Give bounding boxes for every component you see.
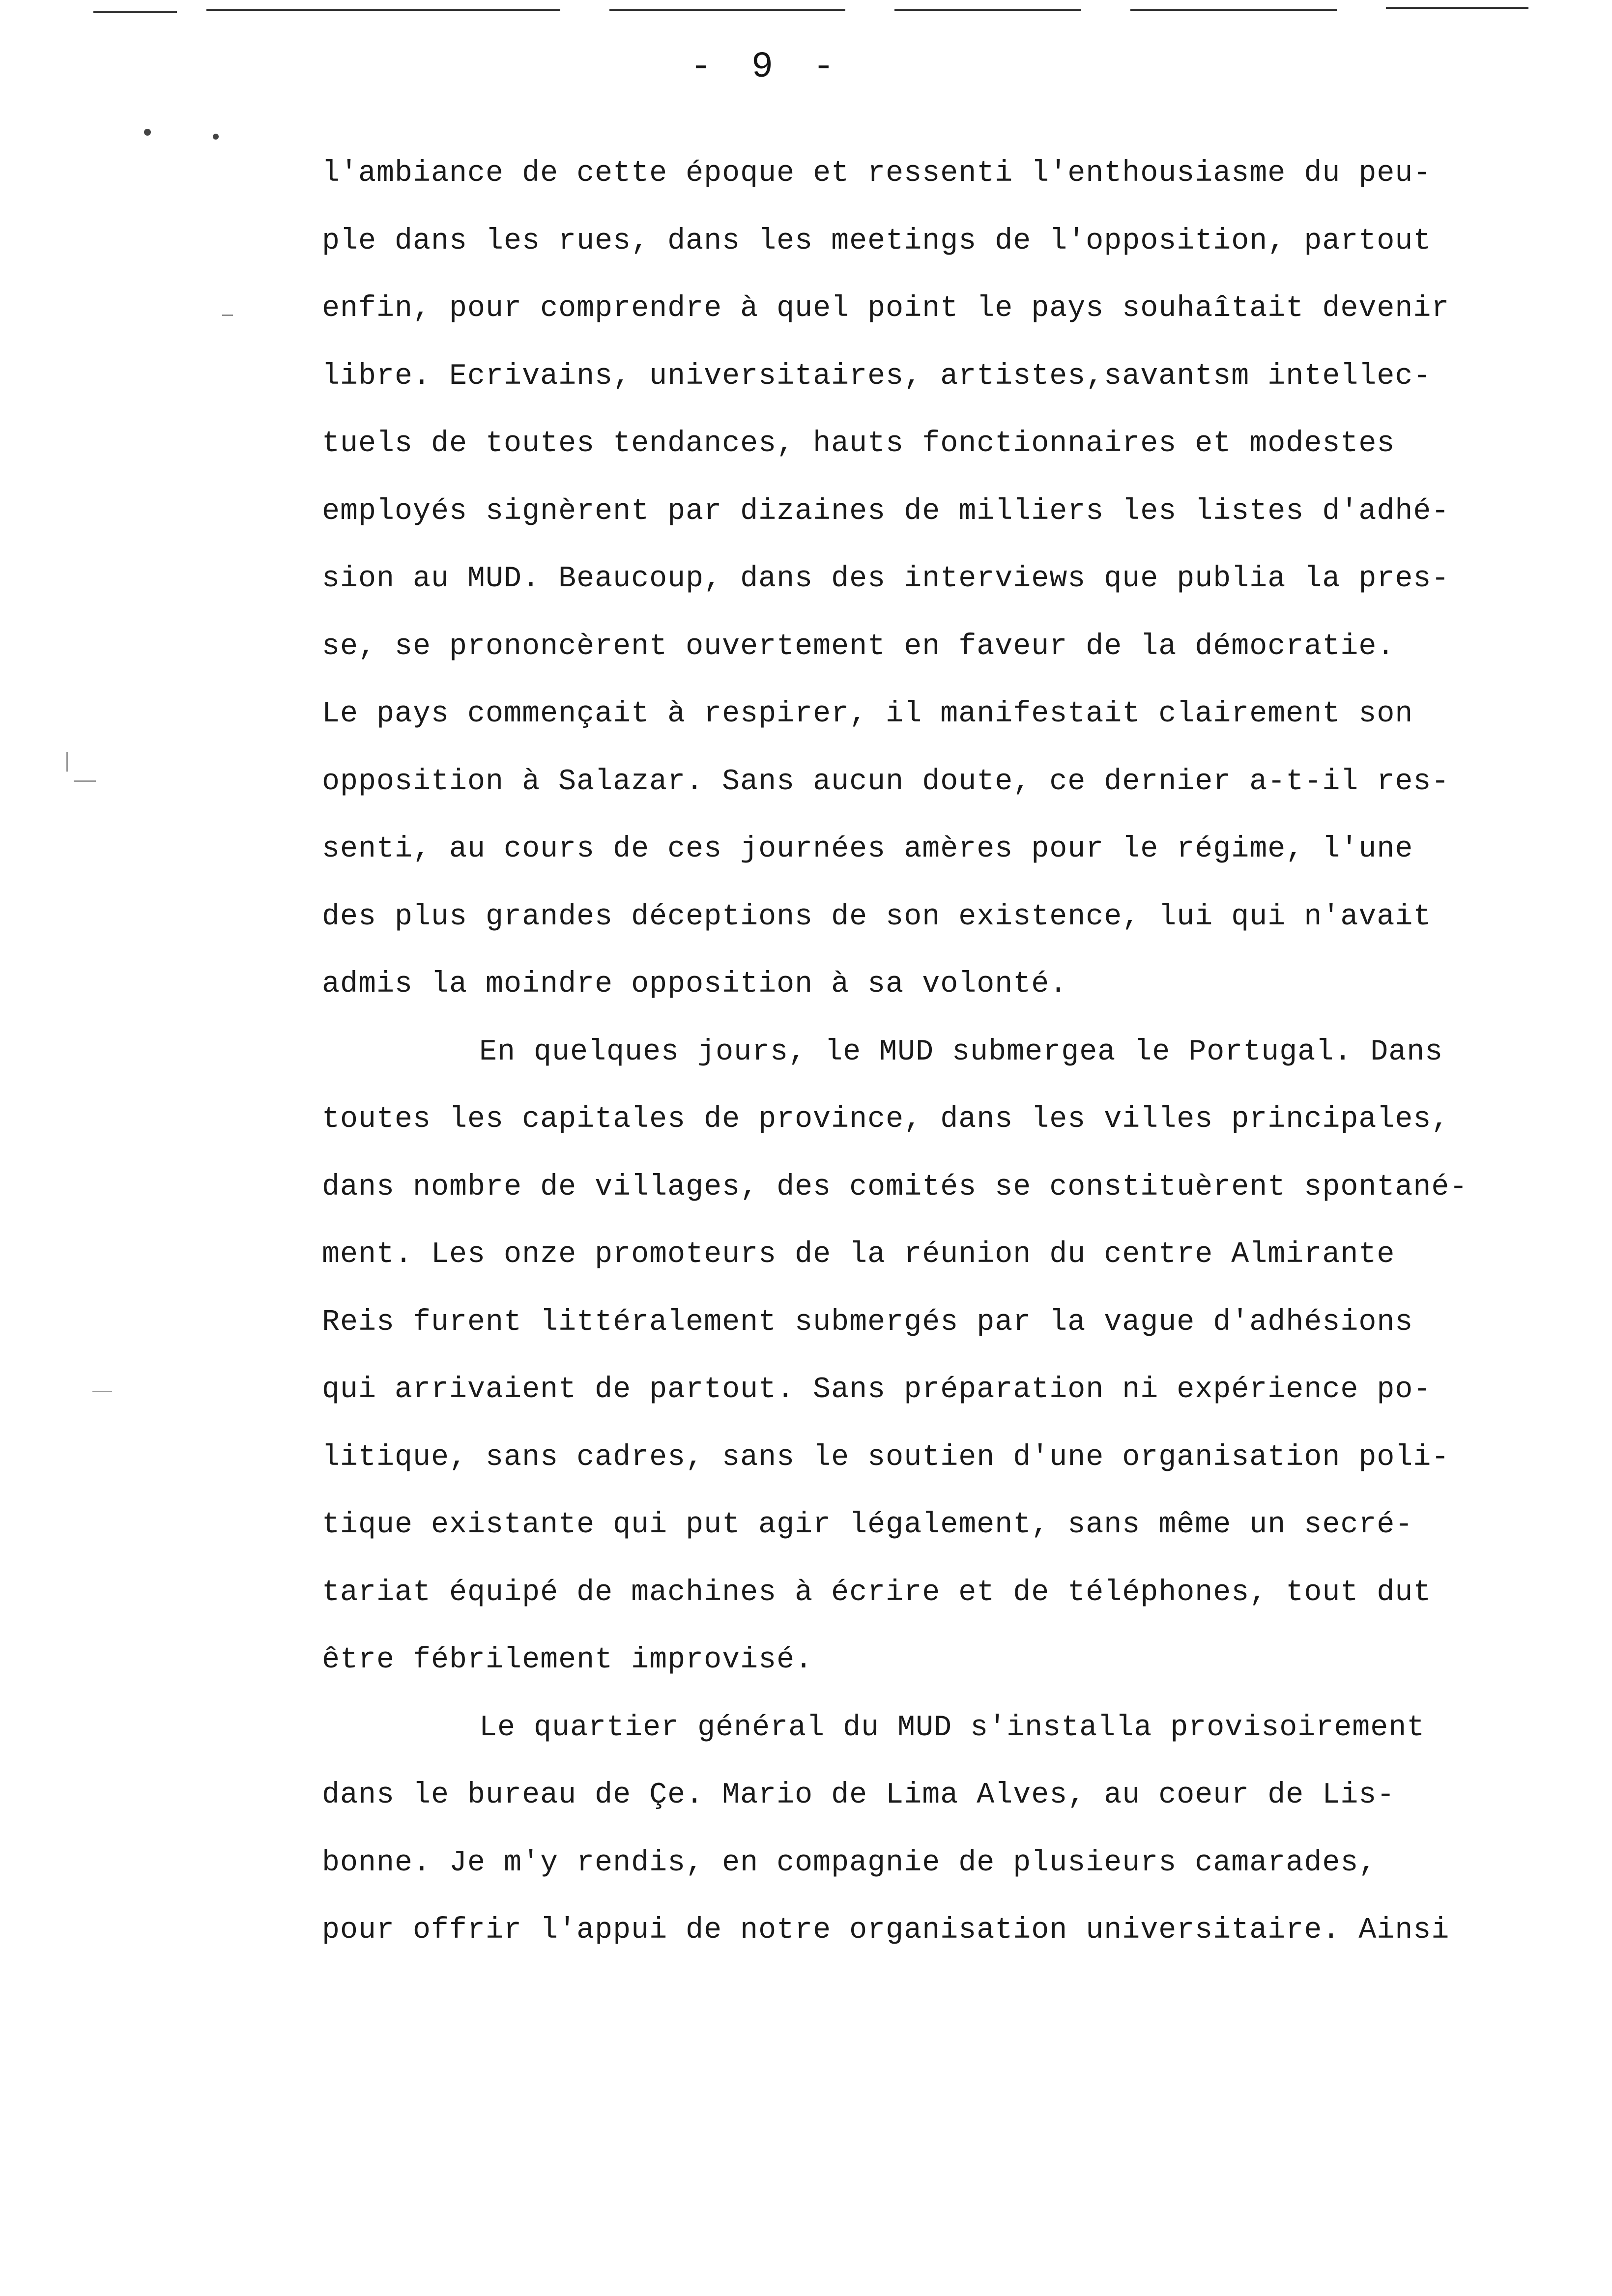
text-line: dans le bureau de Çe. Mario de Lima Alves, au coeur de Lis- [322, 1779, 1395, 1812]
text-line: En quelques jours, le MUD submergea le Portugal. Dans [479, 1035, 1443, 1069]
text-line: dans nombre de villages, des comités se constituèrent spontané- [322, 1170, 1468, 1204]
margin-tick-2 [66, 752, 68, 772]
top-rule-1 [93, 11, 177, 13]
text-line: Reis furent littéralement submergés par la vague d'adhésions [322, 1305, 1413, 1339]
text-line: tariat équipé de machines à écrire et de téléphones, tout dut [322, 1576, 1432, 1609]
text-line: ment. Les onze promoteurs de la réunion du centre Almirante [322, 1238, 1395, 1271]
text-line: Le pays commençait à respirer, il manifestait clairement son [322, 697, 1413, 731]
text-line: opposition à Salazar. Sans aucun doute, ce dernier a-t-il res- [322, 765, 1450, 799]
body-text [322, 140, 1600, 1965]
text-line: être fébrilement improvisé. [322, 1643, 813, 1677]
text-line: l'ambiance de cette époque et ressenti l'enthousiasme du peu- [322, 157, 1432, 190]
text-line: qui arrivaient de partout. Sans préparation ni expérience po- [322, 1373, 1432, 1406]
margin-dot-1 [144, 129, 151, 136]
text-line: enfin, pour comprendre à quel point le pays souhaîtait devenir [322, 292, 1450, 325]
text-line: ple dans les rues, dans les meetings de l'opposition, partout [322, 224, 1432, 258]
margin-dot-2 [213, 134, 219, 140]
text-line: pour offrir l'appui de notre organisation universitaire. Ainsi [322, 1914, 1450, 1947]
text-line: sion au MUD. Beaucoup, dans des interviews que publia la pres- [322, 562, 1450, 596]
top-rule-4 [894, 9, 1081, 11]
text-line: Le quartier général du MUD s'installa provisoirement [479, 1711, 1425, 1745]
text-line: employés signèrent par dizaines de milliers les listes d'adhé- [322, 494, 1450, 528]
text-line: toutes les capitales de province, dans les villes principales, [322, 1103, 1450, 1136]
top-rule-2 [206, 9, 560, 11]
text-line: libre. Ecrivains, universitaires, artistes,savantsm intellec- [322, 359, 1432, 393]
margin-tick-1 [222, 315, 233, 316]
top-rule-6 [1386, 7, 1528, 9]
margin-tick-4 [92, 1391, 112, 1392]
text-line: se, se prononcèrent ouvertement en faveur de la démocratie. [322, 630, 1395, 663]
top-rule-3 [609, 9, 845, 11]
text-line: des plus grandes déceptions de son existence, lui qui n'avait [322, 900, 1432, 934]
text-line: tique existante qui put agir légalement, sans même un secré- [322, 1508, 1413, 1542]
text-line: tuels de toutes tendances, hauts fonctionnaires et modestes [322, 427, 1395, 460]
page-number: - 9 - [690, 47, 844, 88]
text-line: bonne. Je m'y rendis, en compagnie de plusieurs camarades, [322, 1846, 1377, 1880]
top-rule-5 [1130, 9, 1337, 11]
text-line: senti, au cours de ces journées amères pour le régime, l'une [322, 832, 1413, 866]
margin-tick-3 [74, 780, 96, 782]
text-line: admis la moindre opposition à sa volonté. [322, 968, 1068, 1001]
text-line: litique, sans cadres, sans le soutien d'une organisation poli- [322, 1440, 1450, 1474]
